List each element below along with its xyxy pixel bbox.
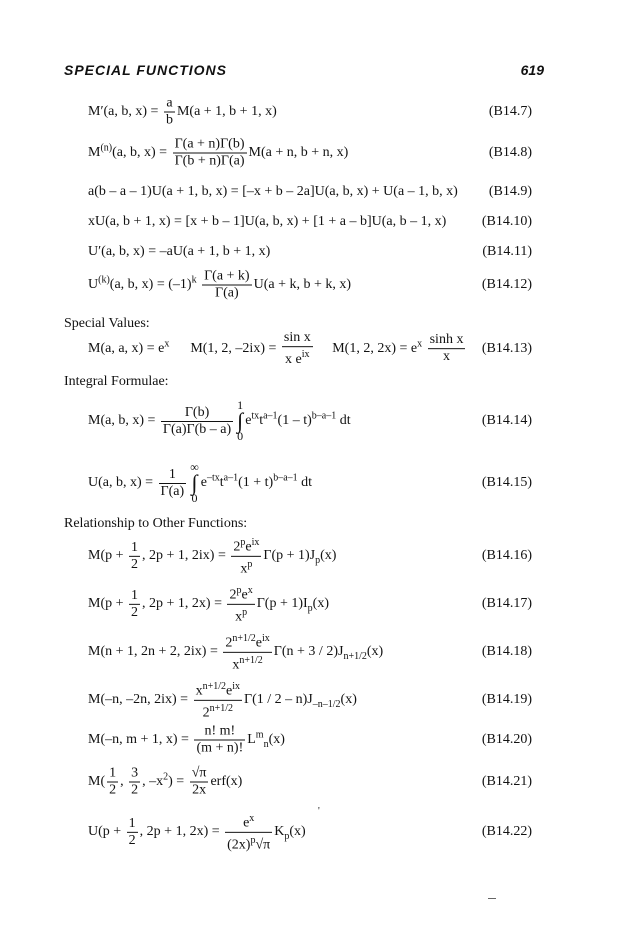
running-header: [64, 62, 544, 78]
integral-sign: 1 ∫ 0: [237, 398, 244, 443]
equation-body: $M^{(n)}(a$, b, x) = $\frac{\Gamma(a + n)\Gamma(b)}{\Gamma(b + n)\Gamma(a)}$ M(a + n, b + n, x): [88, 136, 349, 169]
equation-b14-7: [88, 95, 532, 128]
equation-body: U′(a, b, x) = –aU(a + 1, b + 1, x): [88, 244, 271, 259]
equation-body: M′(a, b, x) = $\frac{a}{b}$ M(a + 1, b + 1, x): [88, 95, 277, 128]
equation-b14-20: [88, 722, 532, 758]
equation-b14-12: [88, 268, 532, 301]
equation-body: M(–n, –2n, 2ix) = $\frac{x^{n+1/2}e^{ix}}{2^{n+1/2}}$ $\Gamma(1 / 2 - n)J_{-n-1/2}(x)$: [88, 680, 357, 721]
equation-b14-14: [88, 392, 532, 450]
equation-number: (B14.22): [481, 824, 532, 839]
equation-b14-21: [88, 764, 532, 800]
equation-body: M(p + $\frac{1}{2}$ , 2p + 1, 2x) = $\frac{2^pe^x}{x^p}$ $\Gamma(p + 1)I_p(x)$: [88, 584, 329, 625]
section-relationship: Relationship to Other Functions:: [64, 516, 248, 531]
equation-number: (B14.12): [481, 277, 532, 292]
equation-body: M(a, a, $x) = e^x$ M(1, 2, –2ix) = $\frac{\text{sin x}}{x e^{ix}}$ M(1, 2, $2x) = e^x$ $\frac{\text{sinh x}}{x}$: [88, 330, 464, 367]
equation-b14-18: [88, 632, 532, 673]
equation-number: (B14.10): [481, 214, 532, 229]
equation-number: (B14.14): [481, 413, 532, 428]
equation-b14-17: [88, 584, 532, 625]
integral-sign: ∞ ∫ 0: [190, 460, 199, 505]
equation-body: M( $\frac{1}{2}$ , $\frac{3}{2}$ , $-x^2$) = $\frac{√\pi}{2x}$ erf(x): [88, 765, 243, 798]
equation-number: (B14.15): [481, 475, 532, 490]
equation-body: $U^{(k)}(a$, b, $x) = (-1)^k$ $\frac{\Gamma(a + k)}{\Gamma(a)}$ U(a + k, b + k, x): [88, 268, 352, 301]
equation-b14-8: [88, 136, 532, 169]
equation-number: (B14.8): [488, 145, 532, 160]
equation-number: (B14.11): [482, 244, 532, 259]
stray-mark: ': [318, 806, 320, 817]
section-integral-formulae: Integral Formulae:: [64, 374, 169, 389]
equation-body: a(b – a – 1)U(a + 1, b, x) = [–x + b – 2a]U(a, b, x) + U(a – 1, b, x): [88, 184, 458, 199]
equation-body: M(a, b, x) = $\frac{\Gamma(b)}{\Gamma(a)\Gamma(b - a)}$ 1 ∫ $0e^{tx}t^{a-1}(1 - t)^{b-a-1}$ dt: [88, 398, 351, 443]
equation-number: (B14.13): [481, 341, 532, 356]
page-number: 619: [520, 62, 544, 78]
equation-b14-9: [88, 177, 532, 207]
equation-body: U(a, b, x) = $\frac{1}{\Gamma(a)}$ ∞ ∫ $0e^{-tx}t^{a-1}(1 + t)^{b-a-1}$ dt: [88, 460, 313, 505]
equation-body: M(n + 1, 2n + 2, 2ix) = $\frac{2^{n+1/2}e^{ix}}{x^{n+1/2}}$ $\Gamma(n + 3 / 2)J_{n+1/2}(x)$: [88, 632, 384, 673]
equation-body: M(p + $\frac{1}{2}$ , 2p + 1, 2ix) = $\frac{2^pe^{ix}}{x^p}$ $\Gamma(p + 1)J_p(x)$: [88, 536, 337, 577]
equation-b14-13: [88, 330, 532, 367]
equation-b14-19: [88, 680, 532, 721]
equation-number: (B14.18): [481, 644, 532, 659]
equation-number: (B14.21): [481, 774, 532, 789]
equation-body: U(p + $\frac{1}{2}$ , 2p + 1, 2x) = $\frac{e^x}{(2x)^p√\pi}$ $K_p(x)$: [88, 812, 306, 853]
equation-b14-16: [88, 536, 532, 577]
equation-body: xU(a, b + 1, x) = [x + b – 1]U(a, b, x) + [1 + a – b]U(a, b – 1, x): [88, 214, 447, 229]
header-title: SPECIAL FUNCTIONS: [64, 62, 227, 78]
equation-b14-15: [88, 454, 532, 512]
equation-b14-22: [88, 812, 532, 853]
equation-number: (B14.9): [488, 184, 532, 199]
equation-number: (B14.16): [481, 548, 532, 563]
section-special-values: Special Values:: [64, 316, 150, 331]
equation-b14-10: [88, 207, 532, 237]
equation-number: (B14.7): [488, 104, 532, 119]
equation-b14-11: [88, 237, 532, 267]
equation-number: (B14.20): [481, 732, 532, 747]
equation-number: (B14.19): [481, 692, 532, 707]
stray-dash: [488, 898, 496, 899]
equation-body: M(–n, m + 1, x) = $\frac{n! m!}{(m + n)!}$ $L^m_n(x)$: [88, 723, 285, 756]
equation-number: (B14.17): [481, 596, 532, 611]
